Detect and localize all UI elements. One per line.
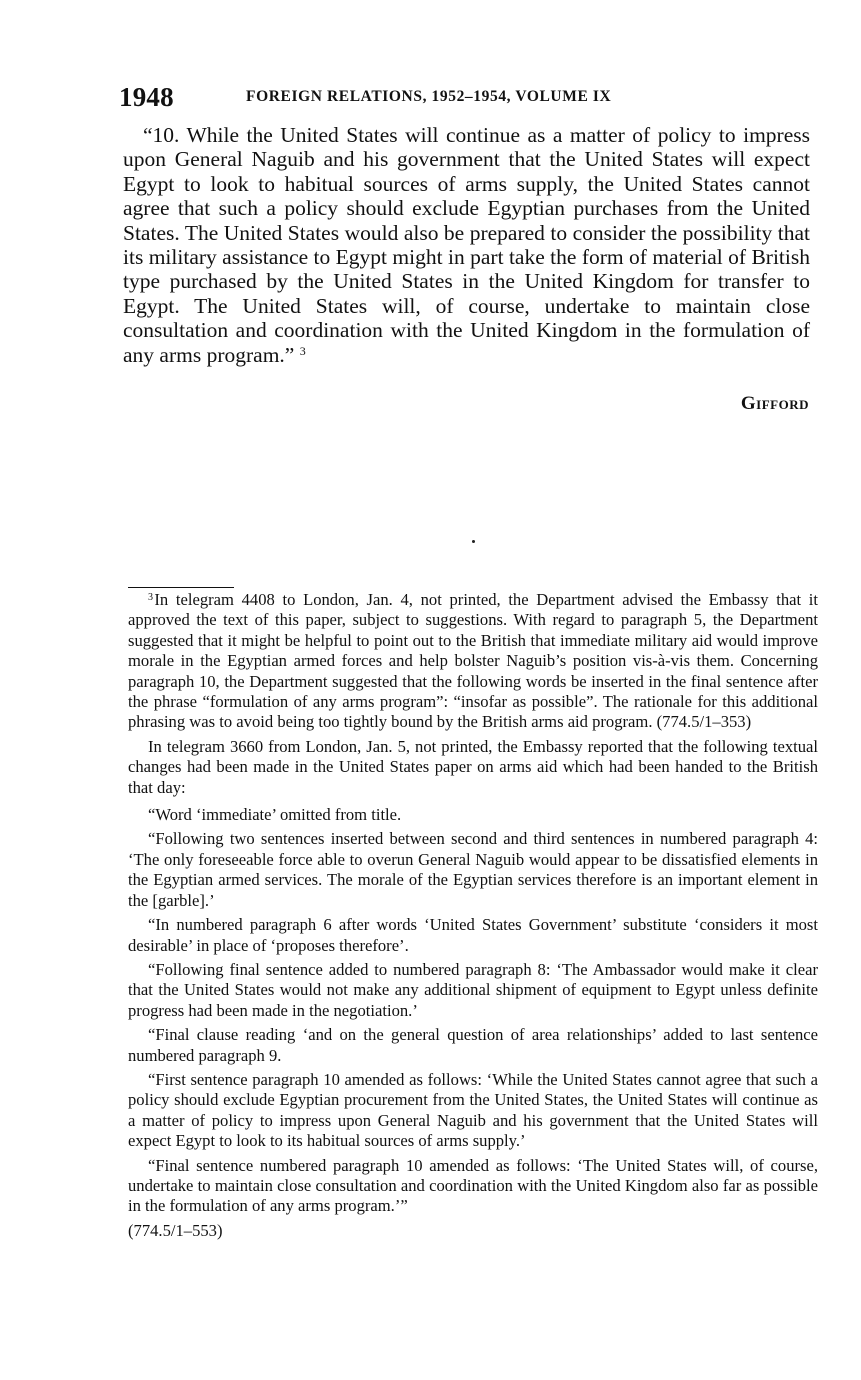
footnote-paragraph: “In numbered paragraph 6 after words ‘United States Government’ substitute ‘considers it most desirable’ in place of ‘proposes therefore’. (128, 915, 818, 955)
footnote-text: In telegram 4408 to London, Jan. 4, not printed, the Department advised the Embassy that it approved the text of this paper, subject to suggestions. With regard to paragraph 5, the Department suggested that it might be helpful to point out to the British that immediate military aid would improve morale in the Egyptian armed forces and help bolster Naguib’s position vis-à-vis them. Concerning paragraph 10, the Department suggested that the following words be inserted in the final sentence after the phrase “formulation of any arms program”: “insofar as possible”. The rationale for this additional phrasing was to avoid being too tightly bound by the British arms aid program. (774.5/1–353) (128, 590, 818, 732)
footnote-paragraph: “Word ‘immediate’ omitted from title. (148, 805, 402, 825)
running-head: FOREIGN RELATIONS, 1952–1954, VOLUME IX (246, 88, 612, 105)
footnote-paragraph: “Final clause reading ‘and on the general question of area relationships’ added to last sentence numbered paragraph 9. (128, 1025, 818, 1065)
footnote-marker: 3 (148, 592, 153, 603)
footnote-paragraph: “Final sentence numbered paragraph 10 amended as follows: ‘The United States will, of course, undertake to maintain close consultation and coordination with the United Kingdom also far as possible in the formulation of any arms program.’” (128, 1155, 818, 1216)
signature: Gifford (740, 393, 809, 414)
footnote-paragraph: In telegram 3660 from London, Jan. 5, not printed, the Embassy reported that the following textual changes had been made in the United States paper on arms aid which had been handed to the British that day: (128, 736, 818, 797)
scan-speck (472, 540, 475, 543)
page-number: 1948 (119, 82, 174, 112)
footnotes (128, 590, 818, 1248)
page-header (119, 82, 819, 116)
main-paragraph (123, 123, 810, 367)
main-paragraph-text: “10. While the United States will continue as a matter of policy to impress upon General Naguib and his government that the United States will expect Egypt to look to habitual sources of arms supply, the United States cannot agree that such a policy should exclude Egyptian purchases from the United States. The United States would also be prepared to consider the possibility that its military assistance to Egypt might in part take the form of material of British type purchased by the United States in the United Kingdom for transfer to Egypt. The United States will, of course, undertake to maintain close consultation and coordination with the United Kingdom in the formulation of any arms program.” (123, 123, 810, 367)
footnote-divider (128, 587, 234, 588)
footnote-paragraph: “Following final sentence added to numbered paragraph 8: ‘The Ambassador would make it clear that the United States would not make any additional shipment of equipment to Egypt unless definite progress had been made in the negotiation.’ (128, 959, 818, 1020)
footnote-paragraph: “Following two sentences inserted between second and third sentences in numbered paragraph 4: ‘The only foreseeable force able to overun General Naguib would appear to be dissatisfied elements in the Egyptian armed services. The morale of the Egyptian services therefore is an important element in the [garble].’ (128, 829, 818, 910)
footnote-reference: 3 (299, 343, 306, 358)
footnote-paragraph: “First sentence paragraph 10 amended as follows: ‘While the United States cannot agree that such a policy should exclude Egyptian procurement from the United States, the United States will continue as a matter of policy to impress upon General Naguib and his government that the United States will expect Egypt to look to its habitual sources of arms supply.’ (128, 1069, 818, 1151)
footnote-paragraph (128, 590, 818, 733)
footnote-citation: (774.5/1–553) (128, 1220, 223, 1240)
